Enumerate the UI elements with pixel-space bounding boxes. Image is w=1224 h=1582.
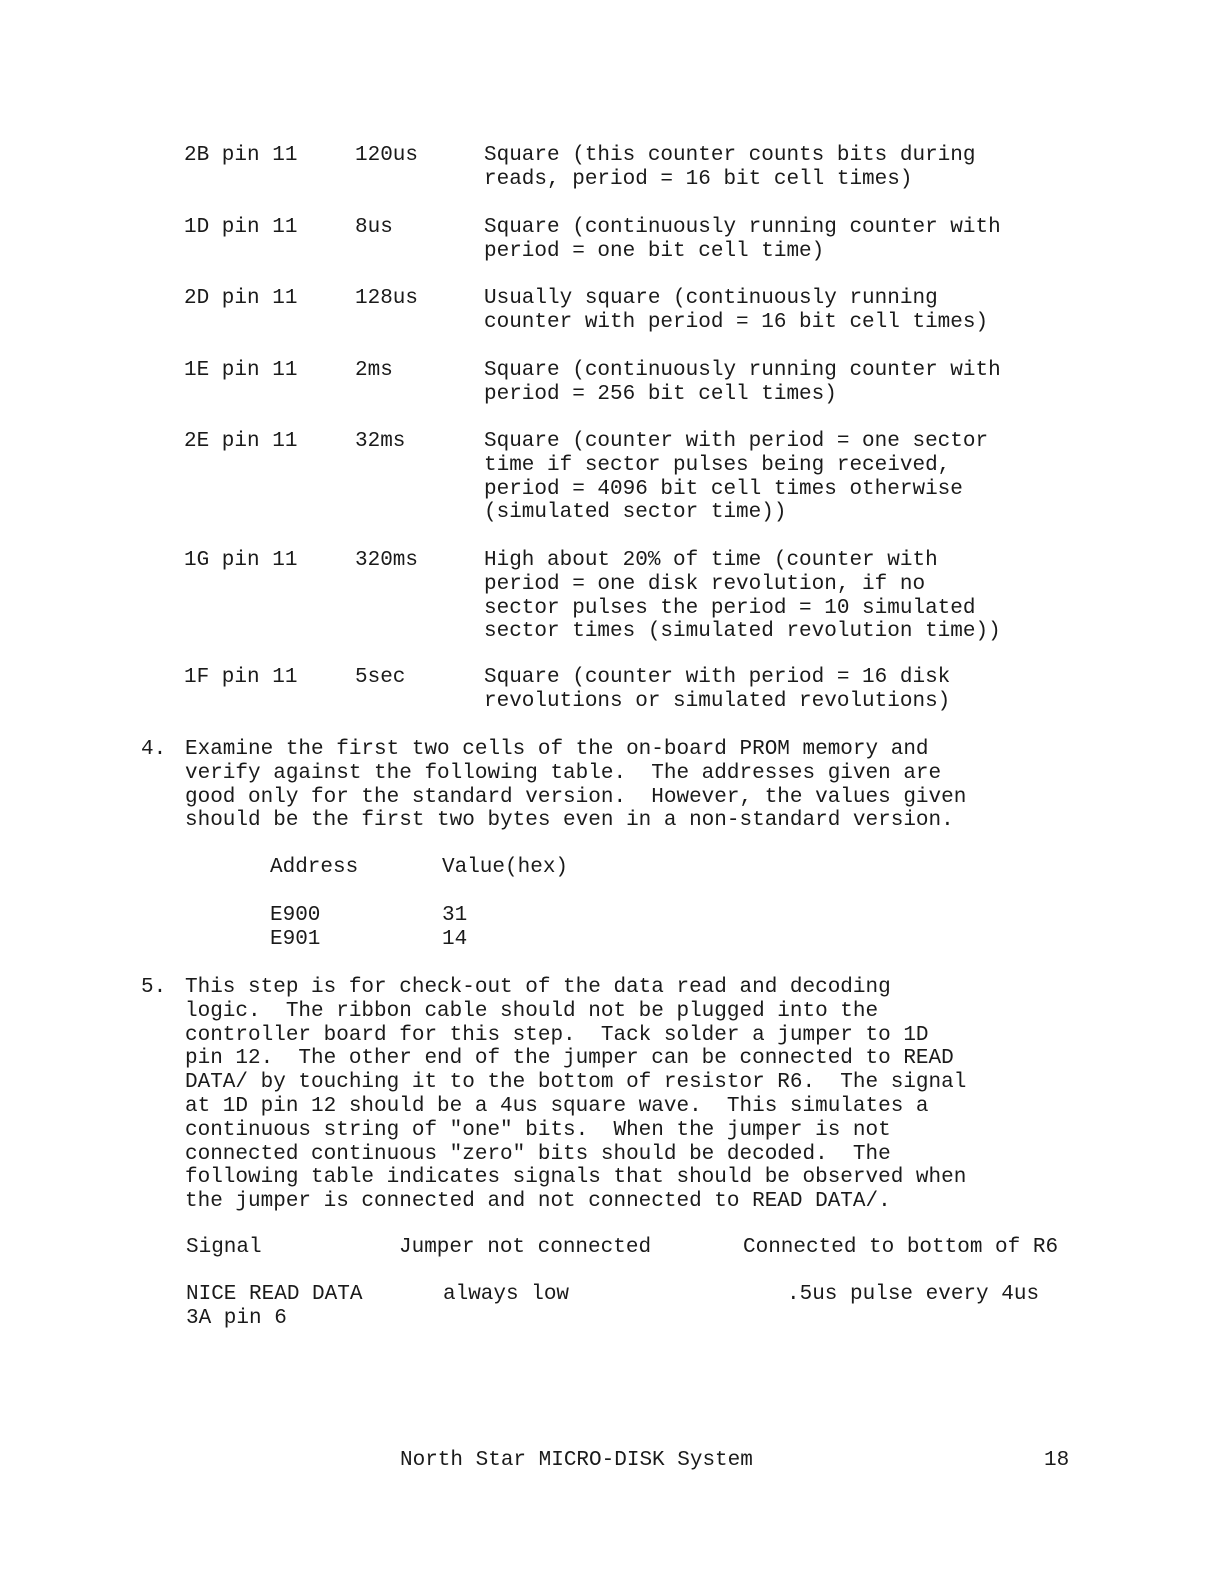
step-number: 5. [141, 976, 167, 999]
signal-description: Square (counter with period = one sector time if sector pulses being received, period = 4096 bit cell times otherwise (simulated sector time)) [484, 430, 989, 525]
signal-location: 2D pin 11 [184, 287, 298, 310]
signal-location: 1D pin 11 [184, 216, 298, 239]
column-header: Address [270, 856, 359, 879]
signal-period: 320ms [355, 549, 419, 572]
page-number: 18 [1044, 1449, 1070, 1472]
signal-row [184, 287, 1084, 367]
prom-value: 31 [442, 904, 468, 927]
signal-period: 5sec [355, 666, 406, 689]
signal-location: 2B pin 11 [184, 144, 298, 167]
signal-row [184, 549, 1084, 649]
table-row [270, 904, 610, 928]
column-header: Value(hex) [442, 856, 569, 879]
connected-value: .5us pulse every 4us [787, 1283, 1040, 1306]
column-header: Jumper not connected [399, 1236, 652, 1259]
signal-row [184, 430, 1084, 530]
observe-table-header [186, 1236, 1116, 1260]
signal-period: 120us [355, 144, 419, 167]
signal-description: Square (this counter counts bits during reads, period = 16 bit cell times) [484, 144, 976, 191]
signal-period: 128us [355, 287, 419, 310]
signal-name: NICE READ DATA 3A pin 6 [186, 1283, 363, 1330]
signal-description: High about 20% of time (counter with period = one disk revolution, if no sector pulses the period = 10 simulated sector times (simulated revolution time)) [484, 549, 1001, 644]
signal-period: 32ms [355, 430, 406, 453]
column-header: Connected to bottom of R6 [743, 1236, 1059, 1259]
signal-description: Square (counter with period = 16 disk revolutions or simulated revolutions) [484, 666, 951, 713]
signal-row [184, 666, 1084, 746]
footer-title: North Star MICRO-DISK System [400, 1449, 753, 1472]
step-4-paragraph: Examine the first two cells of the on-board PROM memory and verify against the following table. The addresses given are good only for the standard version. However, the values given should be the first two bytes even in a non-standard version. [185, 738, 967, 833]
signal-location: 1E pin 11 [184, 359, 298, 382]
signal-row [184, 216, 1084, 296]
signal-description: Square (continuously running counter with period = 256 bit cell times) [484, 359, 1001, 406]
signal-period: 8us [355, 216, 393, 239]
signal-period: 2ms [355, 359, 393, 382]
prom-address: E900 [270, 904, 321, 927]
signal-description: Square (continuously running counter with period = one bit cell time) [484, 216, 1001, 263]
signal-location: 1F pin 11 [184, 666, 298, 689]
prom-address: E901 [270, 928, 321, 951]
not-connected-value: always low [443, 1283, 570, 1306]
prom-value: 14 [442, 928, 468, 951]
signal-description: Usually square (continuously running counter with period = 16 bit cell times) [484, 287, 989, 334]
table-row [270, 928, 610, 952]
table-row [186, 1283, 1116, 1333]
column-header: Signal [186, 1236, 262, 1259]
step-number: 4. [141, 738, 167, 761]
signal-location: 2E pin 11 [184, 430, 298, 453]
signal-row [184, 359, 1084, 439]
step-5-paragraph: This step is for check-out of the data read and decoding logic. The ribbon cable should not be plugged into the controller board for this step. Tack solder a jumper to 1D pin 12. The other end of the jumper can be connected to READ DATA/ by touching it to the bottom of resistor R6. The signal at 1D pin 12 should be a 4us square wave. This simulates a continuous string of "one" bits. When the jumper is not connected continuous "zero" bits should be decoded. The following table indicates signals that should be observed when the jumper is connected and not connected to READ DATA/. [185, 976, 967, 1214]
signal-location: 1G pin 11 [184, 549, 298, 572]
signal-row [184, 144, 1084, 224]
